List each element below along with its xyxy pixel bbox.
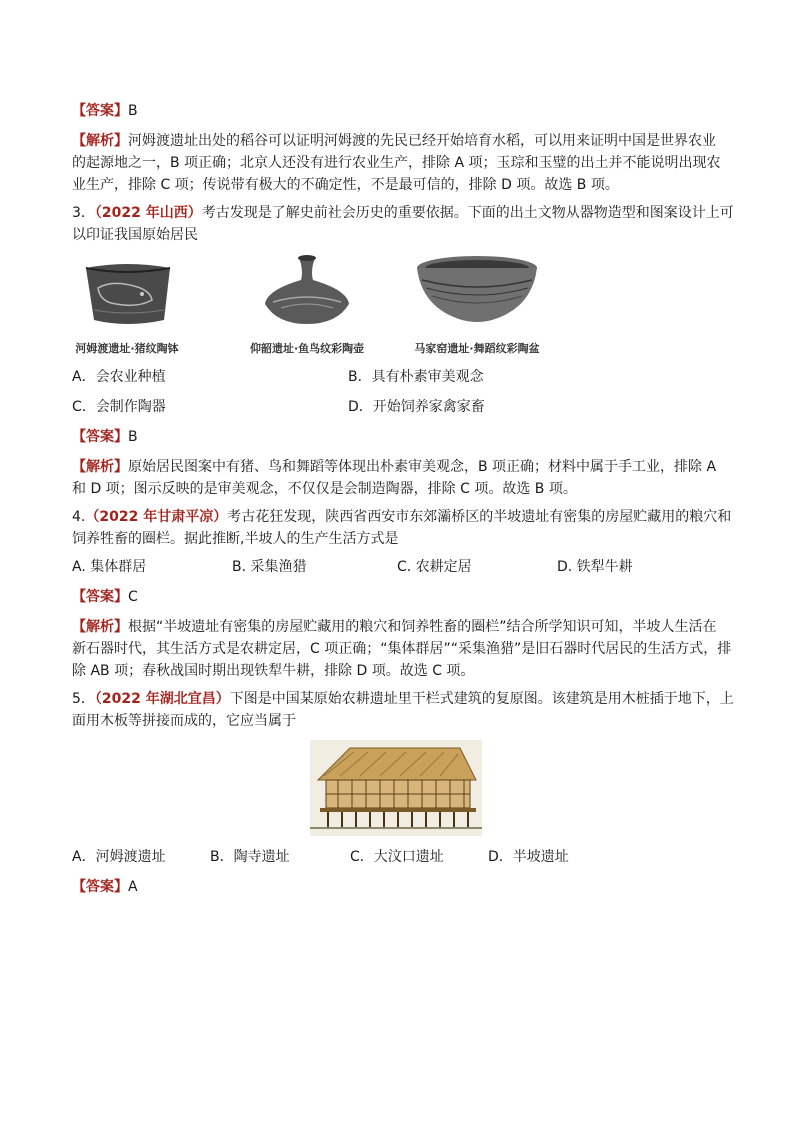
question-3: [72, 202, 734, 500]
answer-line-3: [72, 426, 722, 448]
figure-pig-bowl: [72, 254, 182, 356]
question-number: 3．: [72, 205, 95, 221]
question-number: 5．: [72, 691, 95, 707]
question-4: [72, 506, 732, 682]
document-page: [72, 100, 734, 898]
figure-dance-basin: [412, 254, 542, 356]
answer-label: 【答案】: [72, 103, 128, 119]
answer-label: 【答案】: [72, 429, 128, 445]
question-stem: 考古花狂发现，陕西省西安市东郊灞桥区的半坡遗址有密集的房屋贮藏用的粮穴和: [227, 509, 732, 525]
answer-line-5: [72, 876, 722, 898]
artifact-figures: [72, 254, 722, 362]
figure-caption: 仰韶遗址·鱼鸟纹彩陶壶: [250, 342, 365, 355]
stilt-house-image: [310, 740, 482, 836]
answer-value: B: [128, 103, 138, 119]
analysis-text: 河姆渡遗址出处的稻谷可以证明河姆渡的先民已经开始培育水稻，可以用来证明中国是世界农业: [128, 133, 716, 149]
pig-pattern-bowl-image: [72, 254, 182, 334]
answer-line-1: [72, 100, 722, 122]
analysis-block-3: [72, 456, 722, 500]
fish-bird-pot-image: [257, 254, 357, 334]
stilt-house-figure: [72, 740, 722, 840]
answer-line-4: [72, 586, 722, 608]
option-d[interactable]: D. 铁犁牛耕: [557, 559, 633, 575]
analysis-text: 除 AB 项；春秋战国时期出现铁犁牛耕，排除 D 项。故选 C 项。: [72, 663, 475, 679]
analysis-text: 的起源地之一，B 项正确；北京人还没有进行农业生产，排除 A 项；玉琮和玉璧的出土并不能说明出现农: [72, 155, 721, 171]
question-stem: 饲养牲畜的圈栏。据此推断,半坡人的生产生活方式是: [72, 531, 399, 547]
figure-fish-bird-pot: [250, 254, 364, 356]
question-source: （2022 年湖北宜昌）: [94, 691, 230, 707]
analysis-block-1: [72, 130, 722, 196]
analysis-block-4: [72, 616, 732, 682]
option-a[interactable]: A．会农业种植: [72, 369, 166, 385]
option-c[interactable]: C．大汶口遗址: [350, 849, 444, 865]
option-a[interactable]: A. 集体群居: [72, 559, 147, 575]
option-b[interactable]: B．陶寺遗址: [210, 849, 290, 865]
options-row: [72, 556, 722, 578]
figure-caption: 马家窑遗址·舞蹈纹彩陶盆: [414, 342, 540, 355]
question-number: 4.: [72, 509, 86, 525]
options-row: [72, 846, 722, 868]
option-d[interactable]: D．开始饲养家禽家畜: [348, 399, 485, 415]
question-5: [72, 688, 734, 898]
analysis-label: 【解析】: [72, 619, 128, 635]
analysis-label: 【解析】: [72, 459, 128, 475]
question-stem: 以印证我国原始居民: [72, 227, 198, 243]
options-row: [72, 366, 722, 388]
answer-value: A: [128, 879, 138, 895]
option-b[interactable]: B. 采集渔猎: [232, 559, 307, 575]
question-stem: 考古发现是了解史前社会历史的重要依据。下面的出土文物从器物造型和图案设计上可: [201, 205, 734, 221]
answer-label: 【答案】: [72, 879, 128, 895]
answer-label: 【答案】: [72, 589, 128, 605]
question-source: （2022 年山西）: [94, 205, 202, 221]
question-stem: 下图是中国某原始农耕遗址里干栏式建筑的复原图。该建筑是用木桩插于地下，上: [229, 691, 734, 707]
analysis-text: 业生产，排除 C 项；传说带有极大的不确定性，不是最可信的，排除 D 项。故选 B 项。: [72, 177, 619, 193]
options-row: [72, 396, 722, 418]
figure-caption: 河姆渡遗址·猪纹陶钵: [75, 342, 179, 355]
analysis-text: 根据“半坡遗址有密集的房屋贮藏用的粮穴和饲养牲畜的圈栏”结合所学知识可知，半坡人生活在: [128, 619, 717, 635]
option-b[interactable]: B．具有朴素审美观念: [348, 369, 484, 385]
dance-pattern-basin-image: [412, 254, 542, 334]
answer-value: C: [128, 589, 138, 605]
analysis-label: 【解析】: [72, 133, 128, 149]
analysis-text: 原始居民图案中有猪、鸟和舞蹈等体现出朴素审美观念，B 项正确；材料中属于手工业，排除 A: [128, 459, 717, 475]
answer-value: B: [128, 429, 138, 445]
question-source: （2022 年甘肃平凉）: [85, 509, 228, 525]
option-d[interactable]: D．半坡遗址: [488, 849, 569, 865]
question-stem: 面用木板等拼接而成的，它应当属于: [72, 713, 296, 729]
analysis-text: 新石器时代，其生活方式是农耕定居，C 项正确；“集体群居”“采集渔猎”是旧石器时代居民的生活方式，排: [72, 641, 732, 657]
option-c[interactable]: C. 农耕定居: [397, 559, 472, 575]
analysis-text: 和 D 项；图示反映的是审美观念，不仅仅是会制造陶器，排除 C 项。故选 B 项。: [72, 481, 577, 497]
option-a[interactable]: A．河姆渡遗址: [72, 849, 166, 865]
option-c[interactable]: C．会制作陶器: [72, 399, 166, 415]
